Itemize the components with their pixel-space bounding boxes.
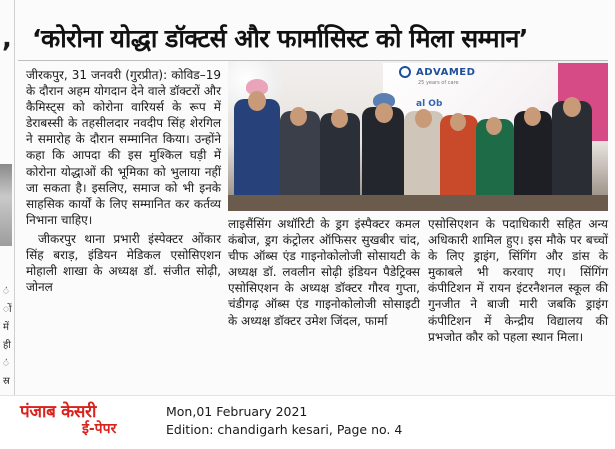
photo-face: [290, 107, 307, 126]
adjacent-headline-fragment: ,: [2, 24, 12, 54]
photo-face: [450, 113, 466, 131]
article-paragraph: जीरकपुर, 31 जनवरी (गुरप्रीत): कोविड–19 के दौरान अहम योगदान देने वाले डॉक्टरों और कैमिस्ट्स को कोरोना वारियर्स के रूप में डेराबस्सी के तहसीलदार नवदीप सिंह शेरगिल ने समारोह के दौरान सम्मानित किया। उन्होंने कहा कि आपदा की इस मुश्किल घड़ी में कोरोना योद्धाओं की भूमिका को भुलाया नहीं जा सकता है। इसलिए, समाज को भी इनके साहसिक कार्यों के लिए सम्मानित कर कर्तव्य निभाना चाहिए।: [26, 68, 221, 227]
article-column-1: [26, 67, 221, 295]
edition-date: Mon,01 February 2021: [166, 404, 308, 419]
adjacent-text-char: ं: [3, 286, 9, 297]
event-photo: [228, 61, 608, 211]
banner-partial-text: al Ob: [416, 99, 443, 109]
adjacent-photo-fragment: [0, 164, 12, 246]
edition-info: Edition: chandigarh kesari, Page no. 4: [166, 422, 403, 437]
adjacent-text-char: ों: [3, 304, 12, 315]
photo-face: [248, 91, 266, 111]
adjacent-text-char: में: [3, 322, 9, 333]
banner-tagline: 25 years of care: [418, 80, 459, 86]
article-paragraph: जीकरपुर थाना प्रभारी इंस्पेक्टर ओंकार सिंह बराड़, इंडियन मेडिकल एसोसिएशन मोहाली शाखा के अध्यक्ष डॉ. संजीत सोढ़ी, जोनल: [26, 231, 221, 295]
photo-face: [375, 103, 393, 123]
adjacent-text-char: स्र: [3, 376, 10, 387]
column-divider: [14, 0, 15, 395]
adjacent-text-fragment: [3, 283, 13, 391]
article-paragraph: लाइसैंसिंग अथॉरिटी के ड्रग इंस्पैक्टर कमल कंबोज, ड्रग कंट्रोलर ऑफिसर सुखबीर चांद, चीफ ऑब्स एंड गाइनोकोलोजी सोसायटी के अध्यक्ष डॉ. लवलीन सोढ़ी इंडियन पैडेट्रिक्स एसोसिएशन के अध्यक्ष डॉक्टर गौरव गुप्ता, चंडीगढ़ ऑब्स एंड गाइनोकोलोजी सोसाइटी के अध्यक्ष डॉक्टर उमेश जिंदल, फार्मा: [228, 217, 420, 328]
article-column-3: [428, 216, 608, 345]
photo-face: [563, 97, 581, 117]
advamed-logo-icon: [399, 66, 411, 78]
adjacent-text-char: ही: [3, 340, 11, 351]
photo-face: [524, 107, 541, 126]
photo-face: [486, 117, 502, 135]
article-headline: ‘कोरोना योद्धा डॉक्टर्स और फार्मासिस्ट को मिला सम्मान’: [32, 24, 528, 53]
publication-logo: पंजाब केसरी: [20, 402, 97, 422]
epaper-footer: [0, 395, 615, 449]
publication-logo-subtitle: ई-पेपर: [82, 421, 117, 437]
photo-floor: [228, 195, 608, 211]
adjacent-text-char: ं: [3, 358, 9, 369]
photo-face: [415, 109, 432, 128]
photo-face: [331, 109, 348, 128]
banner-brand: ADVAMED: [416, 67, 476, 78]
article-paragraph: एसोसिएशन के पदाधिकारी सहित अन्य अधिकारी शामिल हुए। इस मौके पर बच्चों के लिए ड्राइंग, सिंगिंग और डांस के मुकाबले भी करवाए गए। सिंगिंग कंपीटिशन में रायन इंटरनैशनल स्कूल की गुनजीत ने बाजी मारी जबकि ड्राइंग कंपीटिशन में केन्द्रीय विद्यालय की प्रभजोत कौर को पहला स्थान मिला।: [428, 217, 608, 344]
article-column-2: [228, 216, 420, 329]
